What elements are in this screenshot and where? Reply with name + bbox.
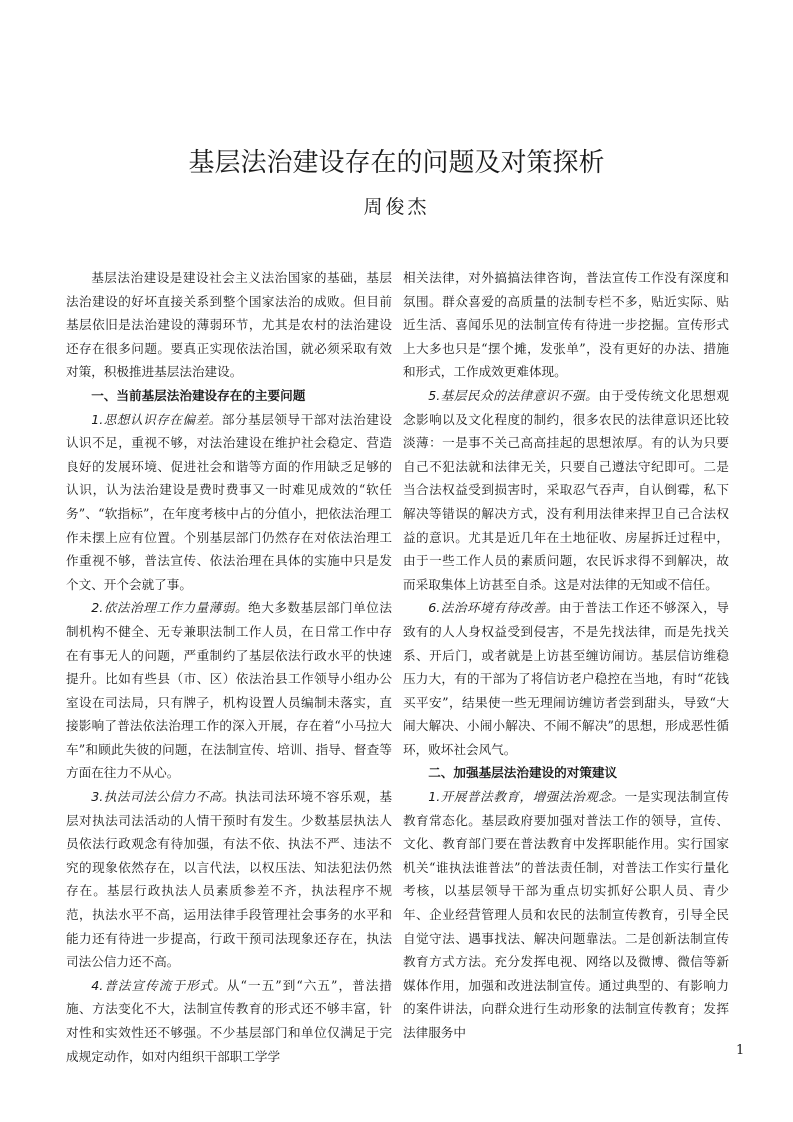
paragraph-text: 部分基层领导干部对法治建设认识不足，重视不够，对法治建设在维护社会稳定、营造良好的发展环境、促进社会和谐等方面的作用缺乏足够的认识，认为法治建设是费时费事又一时难见成效的“软任务”、“软指标”，在年度考核中占的分值小，把依法治理工作未摆上应有位置。个别基层部门仍然存在对依法治理工作重视不够，普法宣传、依法治理在具体的实施中只是发个文、开个会就了事。 (66, 411, 392, 592)
author-name: 周俊杰 (363, 196, 430, 218)
suggestion-paragraph-1 (403, 785, 729, 1045)
paragraph-lead: 5.基层民众的法律意识不强。 (428, 387, 599, 403)
paragraph-lead: 4.普法宣传流于形式。 (91, 977, 227, 993)
paragraph-lead: 6.法治环境有待改善。 (428, 600, 559, 616)
paragraph-lead: 2.依法治理工作力量薄弱。 (91, 600, 249, 616)
problem-paragraph-3 (66, 785, 392, 974)
page-number: 1 (736, 1043, 745, 1058)
problem-paragraph-4 (66, 974, 392, 1068)
problem-paragraph-5 (403, 384, 729, 596)
left-column (66, 266, 392, 1076)
paragraph-text: 绝大多数基层部门单位法制机构不健全、无专兼职法制工作人员，在日常工作中存在有事无人的问题，严重制约了基层依法行政水平的快速提升。比如有些县（市、区）依法治县工作领导小组办公室设在司法局，只有牌子，机构设置人员编制未落实，直接影响了普法依法治理工作的深入开展，存在着“小马拉大车”和顾此失彼的问题，在法制宣传、培训、指导、督查等方面在往力不从心。 (66, 600, 392, 781)
paper-title: 基层法治建设存在的问题及对策探析 (188, 148, 605, 178)
right-column (403, 266, 729, 1076)
problem-paragraph-1 (66, 408, 392, 597)
section-heading-2: 二、加强基层法治建设的对策建议 (428, 765, 618, 781)
paragraph-lead: 1.思想认识存在偏差。 (91, 411, 222, 427)
paragraph-text: 执法司法环境不容乐观，基层对执法司法活动的人情干预时有发生。少数基层执法人员依法行政观念有待加强，有法不依、执法不严、违法不究的现象依然存在，以言代法，以权压法、知法犯法仍然存在。基层行政执法人员素质参差不齐，执法程序不规范，执法水平不高，运用法律手段管理社会事务的水平和能力还有待进一步提高，行政干预司法现象还存在，执法司法公信力还不高。 (66, 789, 392, 970)
paragraph-text: 一是实现法制宣传教育常态化。基层政府要加强对普法工作的领导，宣传、文化、教育部门要在普法教育中发挥职能作用。实行国家机关“谁执法谁普法”的普法责任制，对普法工作实行量化考核，以基层领导干部为重点切实抓好公职人员、青少年、企业经营管理人员和农民的法制宣传教育，引导全民自觉守法、遇事找法、解决问题靠法。二是创新法制宣传教育方式方法。充分发挥电视、网络以及微博、微信等新媒体作用，加强和改进法制宣传。通过典型的、有影响力的案件讲法，向群众进行生动形象的法制宣传教育；发挥法律服务中 (403, 789, 729, 1040)
paragraph-lead: 1.开展普法教育，增强法治观念。 (428, 789, 625, 805)
paragraph-text: 由于受传统文化思想观念影响以及文化程度的制约，很多农民的法律意识还比较淡薄：一是事不关己高高挂起的思想浓厚。有的认为只要自己不犯法就和法律无关，只要自己遵法守纪即可。二是当合法权益受到损害时，采取忍气吞声，自认倒霉，私下解决等错误的解决方式，没有利用法律来捍卫自己合法权益的意识。尤其是近几年在土地征收、房屋拆迁过程中，由于一些工作人员的素质问题，农民诉求得不到解决，故而采取集体上访甚至自杀。这是对法律的无知或不信任。 (403, 387, 729, 592)
intro-paragraph: 基层法治建设是建设社会主义法治国家的基础，基层法治建设的好坏直接关系到整个国家法治的成败。但目前基层依旧是法治建设的薄弱环节，尤其是农村的法治建设还存在很多问题。要真正实现依法治国，就必须采取有效对策，积极推进基层法治建设。 (66, 270, 392, 380)
section-heading-1: 一、当前基层法治建设存在的主要问题 (91, 387, 306, 403)
paragraph-text: 从“一五”到“六五”，普法措施、方法变化不大，法制宣传教育的形式还不够丰富，针对性和实效性还不够强。不少基层部门和单位仅满足于完成规定动作，如对内组织干部职工学学 (66, 977, 392, 1064)
problem-paragraph-2 (66, 596, 392, 785)
problem-paragraph-4-continued: 相关法律，对外搞搞法律咨询，普法宣传工作没有深度和氛围。群众喜爱的高质量的法制专栏不多，贴近实际、贴近生活、喜闻乐见的法制宣传有待进一步挖掘。宣传形式上大多也只是“摆个摊，发张单”，没有更好的办法、措施和形式，工作成效更难体现。 (403, 270, 729, 380)
paragraph-lead: 3.执法司法公信力不高。 (91, 789, 236, 805)
problem-paragraph-6 (403, 596, 729, 761)
paragraph-text: 由于普法工作还不够深入，导致有的人人身权益受到侵害，不是先找法律，而是先找关系、开后门，或者就是上访甚至缠访闹访。基层信访维稳压力大，有的干部为了将信访老户稳控在当地，有时“花钱买平安”，结果使一些无理闹访缠访者尝到甜头，导致“大闹大解决、小闹小解决、不闹不解决”的思想，形成恶性循环，败坏社会风气。 (403, 600, 729, 757)
